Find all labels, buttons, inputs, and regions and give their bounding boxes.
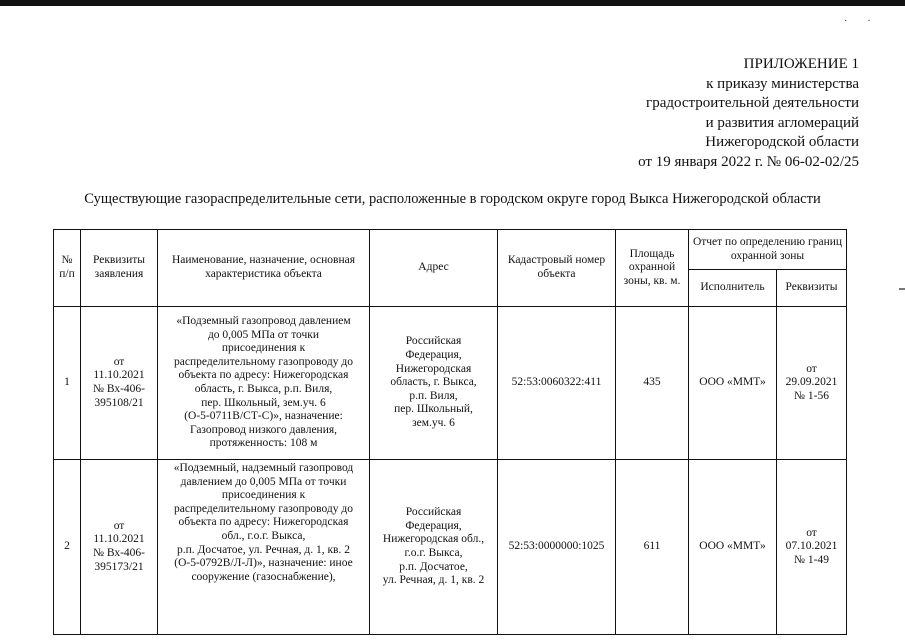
request-line: 11.10.2021 [93,369,145,382]
details-line: 29.09.2021 [785,376,838,389]
address-line: Нижегородская обл., [382,533,485,546]
row-name [158,460,370,635]
row-request [81,307,158,460]
name-line: сооружение (газоснабжение), [191,570,336,583]
name-line: обл., г.о.г. Выкса, [221,529,306,542]
row-area: 435 [616,307,689,460]
row-request [81,460,158,635]
row-name [158,307,370,460]
address-line: Российская [405,506,462,519]
details-line: от [806,362,817,375]
name-line: пер. Школьный, зем.уч. 6 [201,396,326,409]
appendix-block [638,55,859,172]
name-line: присоединения к [221,342,306,355]
name-line: область, г. Выкса, р.п. Виля, [194,383,333,395]
name-line: р.п. Досчатое, ул. Речная, д. 1, кв. 2 [177,543,350,556]
table-header-row [54,230,847,270]
address-line: область, г. Выкса, [390,376,477,389]
row-executor: ООО «ММТ» [689,307,777,460]
header-area: Площадь охранной зоны, кв. м. [616,230,689,307]
row-cadastral: 52:53:0000000:1025 [498,460,616,635]
address-line: Федерация, [405,349,462,362]
appendix-line: и развития агломераций [705,114,859,131]
name-line: протяженность: 108 м [209,437,318,450]
appendix-line: Нижегородской области [705,134,859,150]
name-line: давлением до 0,005 МПа от точки [180,475,347,488]
name-line: объекта по адресу: Нижегородская [178,369,349,382]
header-executor: Исполнитель [689,270,777,307]
name-line: (О-5-0711В/СТ-С)», назначение: [184,410,343,423]
appendix-line: от 19 января 2022 г. № 06-02-02/25 [638,153,859,170]
name-line: присоединения к [221,489,306,502]
appendix-line: градостроительной деятельности [646,95,859,111]
appendix-title: ПРИЛОЖЕНИЕ 1 [743,56,859,72]
header-address: Адрес [370,230,498,307]
row-details [777,460,847,635]
address-line: зем.уч. 6 [412,416,455,429]
appendix-line: к приказу министерства [706,75,859,92]
gas-networks-table [53,229,847,635]
details-line: 07.10.2021 [785,540,838,553]
row-cadastral: 52:53:0060322:411 [498,307,616,460]
name-line: Газопровод низкого давления, [189,423,338,436]
table-row [54,307,847,460]
request-line: 395173/21 [94,560,144,573]
address-line: Российская [405,335,462,348]
address-line: пер. Школьный, [394,403,473,416]
details-line: № 1-49 [794,553,829,566]
row-details [777,307,847,460]
row-executor: ООО «ММТ» [689,460,777,635]
header-num: № п/п [54,230,81,307]
address-line: р.п. Виля, [409,389,458,402]
address-line: Нижегородская [395,362,472,375]
header-request: Реквизиты заявления [81,230,158,307]
row-address [370,460,498,635]
scan-edge-mark [899,288,905,290]
name-line: «Подземный газопровод давлением [176,315,351,328]
row-num: 1 [54,307,81,460]
row-area: 611 [616,460,689,635]
address-line: ул. Речная, д. 1, кв. 2 [382,574,485,587]
details-line: № 1-56 [794,389,829,402]
top-border-rule [0,0,905,6]
address-line: р.п. Досчатое, [399,560,468,573]
request-line: от [113,355,125,368]
header-report: Отчет по определению границ охранной зоны [689,230,847,270]
row-num: 2 [54,460,81,635]
request-line: № Вх-406- [92,547,146,559]
name-line: до 0,005 МПа от точки [207,328,320,341]
name-line: распределительному газопроводу до [174,502,353,515]
header-name: Наименование, назначение, основная характеристика объекта [158,230,370,307]
header-cadastral: Кадастровый номер объекта [498,230,616,307]
scan-specks: ·· [844,16,891,27]
name-line: (О-5-0792В/Л-Л)», назначение: иное [174,557,353,570]
name-line: объекта по адресу: Нижегородская [178,516,349,529]
name-line: распределительному газопроводу до [174,355,353,368]
details-line: от [806,526,817,539]
address-line: г.о.г. Выкса, [404,547,463,559]
request-line: 395108/21 [94,396,144,409]
request-line: 11.10.2021 [93,533,145,546]
request-line: от [113,519,125,532]
address-line: Федерация, [405,519,462,532]
header-details: Реквизиты [777,270,847,307]
document-title: Существующие газораспределительные сети, расположенные в городском округе город Выкса Нижегородской области [84,191,821,207]
name-line: «Подземный, надземный газопровод [173,462,354,474]
row-address [370,307,498,460]
request-line: № Вх-406- [92,383,146,395]
table-row [54,460,847,635]
